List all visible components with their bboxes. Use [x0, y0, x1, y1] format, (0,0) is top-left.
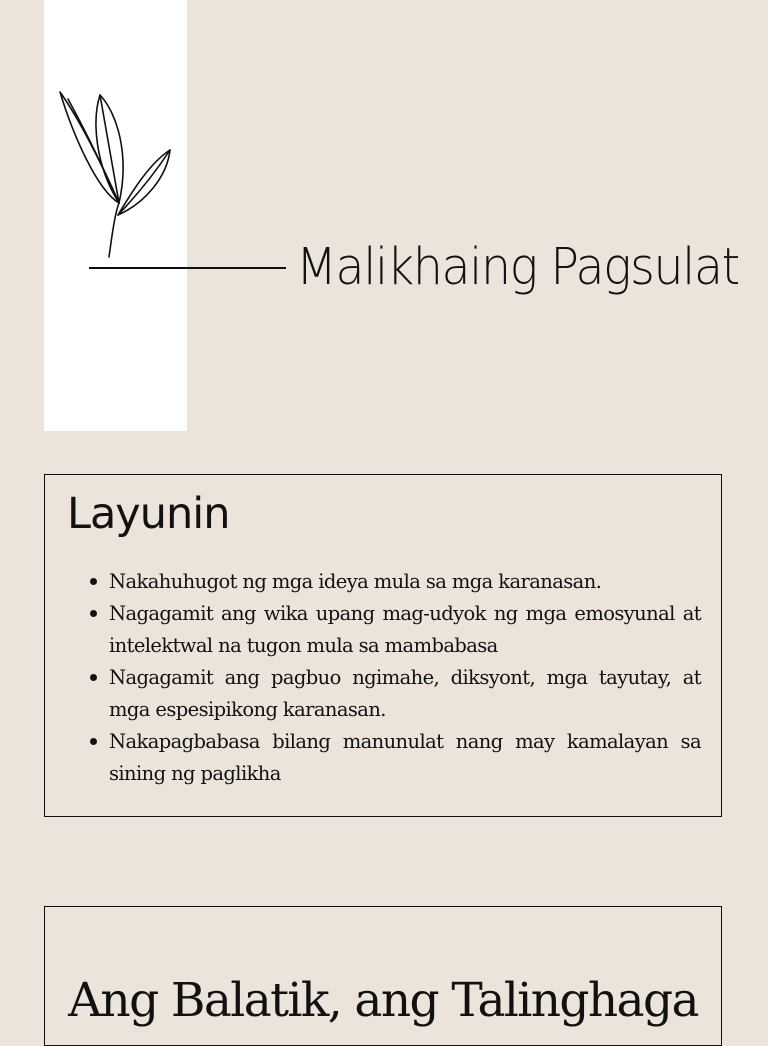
story-title: Ang Balatik, ang Talinghaga	[68, 973, 698, 1028]
bullet-icon	[90, 674, 97, 681]
objectives-heading: Layunin	[67, 489, 230, 539]
objective-text: Nagagamit ang pagbuo ngimahe, diksyont, mga tayutay, at mga espesipikong karanasan.	[109, 666, 701, 721]
bullet-icon	[90, 610, 97, 617]
objective-text: Nakapagbabasa bilang manunulat nang may kamalayan sa sining ng paglikha	[109, 730, 701, 785]
objective-item	[87, 662, 701, 726]
objective-item	[87, 566, 701, 598]
story-card	[44, 906, 722, 1046]
title-rule-line	[89, 267, 286, 269]
objective-item	[87, 726, 701, 790]
objectives-list	[87, 566, 701, 790]
objective-text: Nakahuhugot ng mga ideya mula sa mga karanasan.	[109, 570, 602, 593]
leaf-sprig-icon	[55, 85, 180, 265]
bullet-icon	[90, 738, 97, 745]
objectives-card	[44, 474, 722, 817]
page-title: Malikhaing Pagsulat	[296, 238, 739, 297]
objective-text: Nagagamit ang wika upang mag-udyok ng mga emosyunal at intelektwal na tugon mula sa mambabasa	[109, 602, 701, 657]
bullet-icon	[90, 578, 97, 585]
objective-item	[87, 598, 701, 662]
